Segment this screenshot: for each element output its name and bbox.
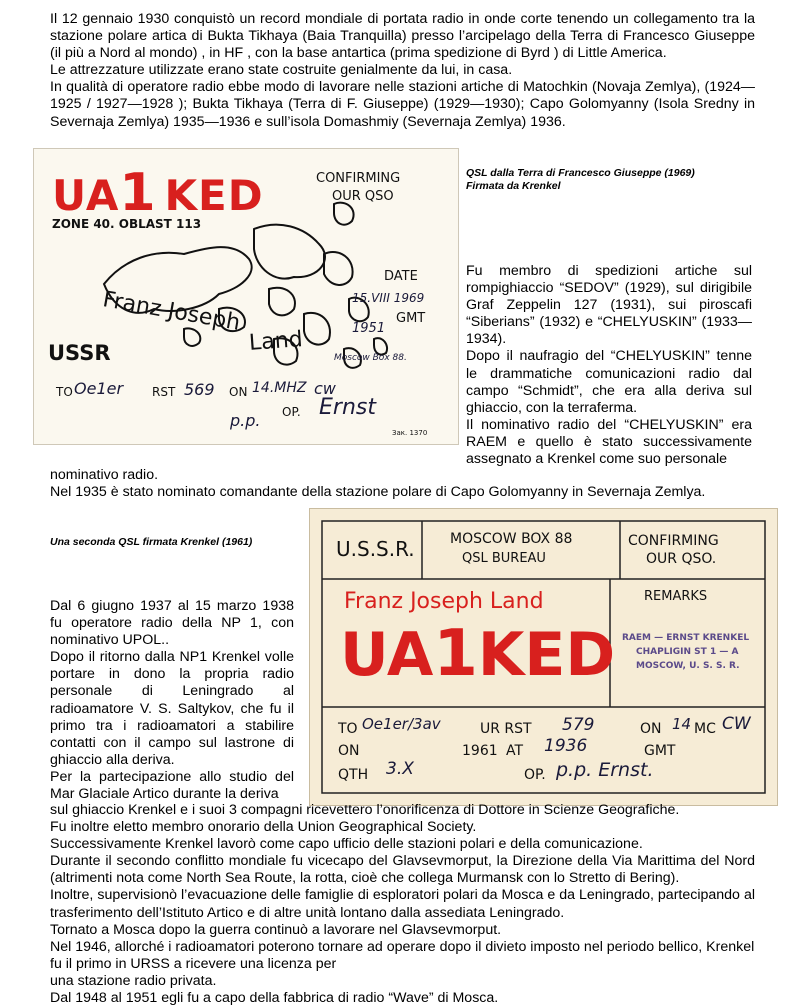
qsl2-on2: ON: [338, 743, 360, 759]
qsl1-rst-label: RST: [152, 385, 176, 399]
qsl1-date-label: DATE: [384, 269, 418, 284]
qsl1-rst-value: 569: [184, 380, 215, 399]
bottom-line: Tornato a Mosca dopo la guerra continuò a lavorare nel Glavsevmorput.: [50, 921, 502, 938]
qsl1-to-label: TO: [56, 385, 73, 399]
intro-line: Il 12 gennaio 1930 conquistò un record mondiale di portata radio in onde corte tenendo un collegamento tra la stazione polare artica di Bukta Tikhaya (Baia Tranquilla) presso l’arcipelago della Terra di Francesco Giuseppe (il più a Nord al mondo) , in HF , con la base antartica (prima spedizione di Byrd ) di Little America.: [50, 11, 755, 62]
qsl2-remarks: REMARKS: [644, 589, 708, 604]
left-line: Dal 6 giugno 1937 al 15 marzo 1938 fu operatore radio della NP 1, con nominativo UPOL..: [50, 598, 294, 649]
stamp-line: MOSCOW, U. S. S. R.: [636, 661, 740, 671]
qsl2-bureau: QSL BUREAU: [462, 551, 546, 566]
qsl1-moscow-box: Moscow Box 88.: [334, 353, 407, 363]
qsl2-op-label: OP.: [524, 767, 546, 783]
bottom-line: Successivamente Krenkel lavorò come capo ufficio delle stazioni polari e della comunicazione.: [50, 836, 643, 853]
qsl2-callsign: [340, 617, 615, 691]
qsl2-qth-label: QTH: [338, 767, 369, 783]
bottom-lines: [50, 802, 755, 1007]
caption-line: Firmata da Krenkel: [466, 180, 561, 192]
left-line: Per la partecipazione allo studio del Mar Glaciale Artico durante la deriva: [50, 768, 294, 803]
qsl1-time-value: 1951: [352, 321, 386, 336]
qsl1-land-line1: Franz Joseph: [100, 287, 243, 336]
right-line: Il nominativo radio del “CHELYUSKIN” era RAEM e quello è stato successivamente assegnato a Krenkel come suo personale: [466, 416, 752, 468]
qsl1-pp: p.p.: [230, 411, 261, 430]
stamp-line: RAEM — ERNST KRENKEL: [622, 633, 750, 643]
qsl2-at: AT: [506, 743, 524, 759]
qsl2-qth-value: 3.X: [386, 759, 414, 779]
qsl1-callsign-suffix: KED: [164, 171, 264, 220]
qsl2-ussr: U.S.S.R.: [336, 537, 415, 561]
qsl2-our-qso: OUR QSO.: [646, 551, 717, 567]
qsl2-to-label: TO: [338, 721, 358, 737]
qsl1-signature: Ernst: [319, 395, 376, 420]
qsl1-ussr: USSR: [48, 341, 111, 365]
qsl1-confirming: CONFIRMING: [316, 171, 401, 186]
qsl1-mode: cw: [314, 379, 336, 398]
qsl1-on-label: ON: [229, 385, 248, 399]
qsl-card-1969: [33, 148, 459, 445]
bottom-line: Durante il secondo conflitto mondiale fu vicecapo del Glavsevmorput, la Direzione della Via Marittima del Nord (altrimenti nota come North Sea Route, la rotta, cioè che collega Murmansk con lo Stretto di Bering).: [50, 853, 755, 887]
qsl2-signature: p.p. Ernst.: [556, 759, 654, 781]
qsl2-time: 1936: [544, 736, 588, 756]
qsl1-our-qso: OUR QSO: [332, 189, 394, 204]
qsl2-callsign-suffix: KED: [477, 620, 616, 690]
qsl2-mc: MC: [694, 721, 716, 737]
qsl1-callsign: [52, 163, 264, 223]
bottom-line: sul ghiaccio Krenkel e i suoi 3 compagni ricevettero l’onorificenza di Dottore in Scienze Geografiche.: [50, 802, 680, 818]
intro-line: Le attrezzature utilizzate erano state costruite genialmente da lui, in casa.: [50, 62, 513, 79]
qsl1-land-line2: Land: [248, 327, 304, 356]
caption-qsl-1961: Una seconda QSL firmata Krenkel (1961): [50, 536, 253, 548]
caption-line: QSL dalla Terra di Francesco Giuseppe (1969): [466, 167, 695, 179]
intro-paragraph: [50, 11, 755, 131]
bottom-line: Fu inoltre eletto membro onorario della Union Geographical Society.: [50, 819, 477, 836]
qsl1-to-value: Oe1er: [74, 379, 124, 398]
intro-line: In qualità di operatore radio ebbe modo di lavorare nelle stazioni artiche di Matochkin (Novaja Zemlya), (1924—1925 / 1927—1928 ); Bukta Tikhaya (Terra di F. Giuseppe) (1929—1930); Capo Golomyanny (Isola Sredny in Severnaja Zemlya) 1935—1936 e sull’isola Domashmiy (Severnaja Zemlya) 1936.: [50, 79, 755, 130]
middle-line: Nel 1935 è stato nominato comandante della stazione polare di Capo Golomyanny in Severnaja Zemlya.: [50, 484, 706, 501]
middle-line: nominativo radio.: [50, 467, 159, 483]
qsl2-box: MOSCOW BOX 88: [450, 531, 573, 547]
right-line: Dopo il naufragio del “CHELYUSKIN” tenne le drammatiche comunicazioni radio dal campo “Schmidt”, che era alla deriva sul ghiaccio, con la terraferma.: [466, 348, 752, 416]
qsl2-year: 1961: [462, 743, 498, 759]
bottom-line: Dal 1948 al 1951 egli fu a capo della fabbrica di radio “Wave” di Mosca.: [50, 990, 499, 1007]
qsl1-freq: 14.MHZ: [252, 380, 307, 396]
qsl1-callsign-prefix: UA: [52, 171, 120, 220]
middle-lines: [50, 467, 755, 501]
stamp-line: CHAPLIGIN ST 1 — A: [636, 647, 739, 657]
right-line: Fu membro di spedizioni artiche sul rompighiaccio “SEDOV” (1929), sul dirigibile Graf Zeppelin 127 (1931), sui piroscafi “Siberians” (1932) e “CHELYUSKIN” (1933—1934).: [466, 263, 752, 348]
qsl-card-1961: [309, 508, 778, 806]
qsl1-zone: ZONE 40. OBLAST 113: [52, 217, 202, 231]
bottom-line: Nel 1946, allorché i radioamatori poterono tornare ad operare dopo il divieto imposto nel periodo bellico, Krenkel fu il primo in URSS a ricevere una licenza per: [50, 938, 755, 972]
qsl1-gmt: GMT: [396, 311, 426, 326]
bottom-line: Inoltre, supervisionò l’evacuazione delle famiglie di esploratori polari da Mosca e da Leningrado, partecipando al trasferimento dell’Istituto Artico e di altre unità lontano dalla assediata Leningrado.: [50, 887, 755, 921]
left-line: Dopo il ritorno dalla NP1 Krenkel volle portare in dono la propria radio personale di Leningrado al radioamatore V. S. Saltykov, che fu il primo tra i radioamatori a stabilire contatti con il campo sul lastrone di ghiaccio alla deriva.: [50, 649, 294, 768]
qsl1-callsign-digit: 1: [119, 163, 157, 223]
right-column-paragraph: [466, 263, 752, 468]
qsl1-printer-mark: Зак. 1370: [392, 429, 428, 437]
qsl2-on-label: ON: [640, 721, 662, 737]
bottom-line: una stazione radio privata.: [50, 972, 217, 989]
qsl2-ur-rst: UR RST: [480, 721, 532, 737]
qsl2-callsign-prefix: UA: [340, 620, 434, 690]
qsl2-mode: CW: [722, 714, 751, 734]
qsl2-gmt: GMT: [644, 743, 676, 759]
qsl2-callsign-digit: 1: [433, 617, 478, 691]
raem-stamp: [622, 633, 749, 671]
caption-qsl-1969: [466, 167, 695, 193]
qsl2-land: Franz Joseph Land: [344, 589, 544, 614]
qsl1-date-value: 15.VIII 1969: [352, 291, 425, 305]
qsl2-confirming: CONFIRMING: [628, 533, 719, 549]
left-column-paragraph: [50, 598, 294, 803]
qsl2-freq-value: 14: [672, 715, 692, 733]
qsl1-op-label: OP.: [282, 405, 301, 419]
qsl2-rst-value: 579: [562, 715, 595, 735]
qsl2-to-value: Oe1er/3av: [362, 715, 441, 733]
